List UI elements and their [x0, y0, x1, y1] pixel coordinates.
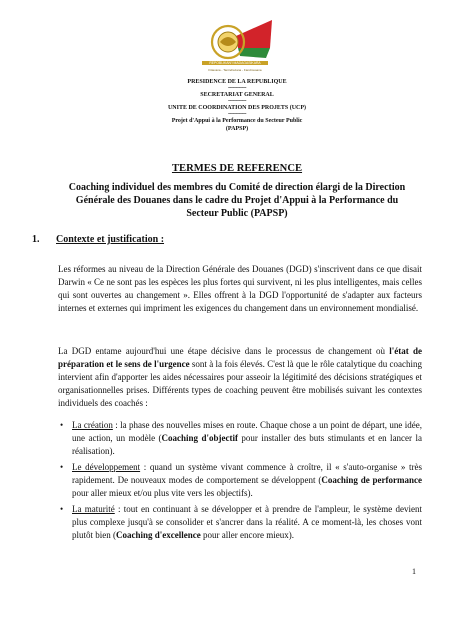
emblem-motto-text: Fitiavana - Tanindrazana - Fandrosoana: [208, 68, 262, 72]
separator: ------------: [228, 111, 246, 117]
list-item: [60, 461, 423, 500]
page-number: 1: [412, 567, 416, 576]
separator: ------------: [228, 85, 246, 91]
madagascar-emblem-logo: [196, 18, 274, 76]
header-block: [0, 78, 474, 133]
list-item-text-b: pour aller encore mieux).: [200, 530, 294, 540]
list-item-text-a: : tout en continuant à se développer et à prendre de l'ampleur, le système devient plus complexe jusqu'à se consolider et s'ancrer dans la réalité. A ce moment-là, les choses vont plutôt bien (: [72, 504, 422, 540]
paragraph-2-bold: l'état de préparation et le sens de l'urgence: [58, 346, 422, 369]
list-item-text-a: : la phase des nouvelles mises en route. Chaque chose a un point de départ, une idée, une action, un modèle (: [72, 420, 422, 443]
list-item: [60, 503, 422, 542]
list-item-text-b: pour installer des buts stimulants et en lancer la réalisation).: [72, 433, 422, 456]
document-subtitle: Coaching individuel des membres du Comité de direction élargi de la Direction Générale des Douanes dans le cadre du Projet d'Appui à la Performance du Secteur Public (PAPSP): [68, 182, 406, 219]
section-number: 1.: [32, 234, 40, 245]
list-item-text-a: : quand un système vivant commence à croître, il « s'auto-organise » très rapidement. De nouveaux modes de comportement se développent (: [72, 462, 422, 485]
bullet-icon: •: [60, 462, 64, 472]
list-item-label: La maturité: [72, 504, 115, 514]
unit-label: UNITE DE COORDINATION DES PROJETS (UCP): [167, 105, 307, 111]
list-item: [60, 419, 422, 458]
coaching-types-list: [60, 419, 423, 545]
paragraph-2-text-b: sont à la fois élevés. C'est là que le rôle catalytique du coaching intervient afin d'apporter les aides nécessaires pour asseoir la légitimité des décisions stratégiques et organisationnelles prises. Différents types de coaching peuvent être mobilisés suivant les contextes individuels des coachés :: [58, 359, 423, 408]
section-title: Contexte et justification :: [56, 234, 165, 245]
list-item-label: La création: [72, 420, 113, 430]
list-item-text-b: pour aller mieux et/ou plus vite vers les objectifs).: [72, 488, 253, 498]
paragraph-2: [58, 345, 422, 410]
bullet-icon: •: [60, 504, 64, 514]
secretariat-label: SECRETARIAT GENERAL: [200, 92, 274, 98]
paragraph-1: Les réformes au niveau de la Direction Générale des Douanes (DGD) s'inscrivent dans ce que disait Darwin « Ce ne sont pas les espèces les plus fortes qui survivent, ni les plus intelligentes, mais celles qui sont ouvertes au changement ». Elles offrent à la DGD l'opportunité de s'adapter aux facteurs internes et externes qui impriment les exigences du changement dans un environnement mondialisé.: [58, 264, 422, 313]
list-item-bold: Coaching d'objectif: [161, 433, 238, 443]
separator: ------------: [228, 98, 246, 104]
project-label-line2: (PAPSP): [225, 126, 249, 132]
presidency-label: PRESIDENCE DE LA REPUBLIQUE: [187, 79, 287, 85]
list-item-bold: Coaching d'excellence: [116, 530, 201, 540]
list-item-bold: Coaching de performance: [321, 475, 423, 485]
list-item-label: Le développement: [72, 462, 141, 472]
document-title: TERMES DE REFERENCE: [171, 163, 303, 174]
bullet-icon: •: [60, 420, 64, 430]
paragraph-2-text-a: La DGD entame aujourd'hui une étape décisive dans le processus de changement où: [58, 346, 390, 356]
emblem-banner-text: REPOBLIKAN'I MADAGASIKARA: [209, 61, 261, 66]
project-label-line1: Projet d'Appui à la Performance du Secteur Public: [171, 118, 303, 124]
section-heading: [32, 234, 164, 245]
